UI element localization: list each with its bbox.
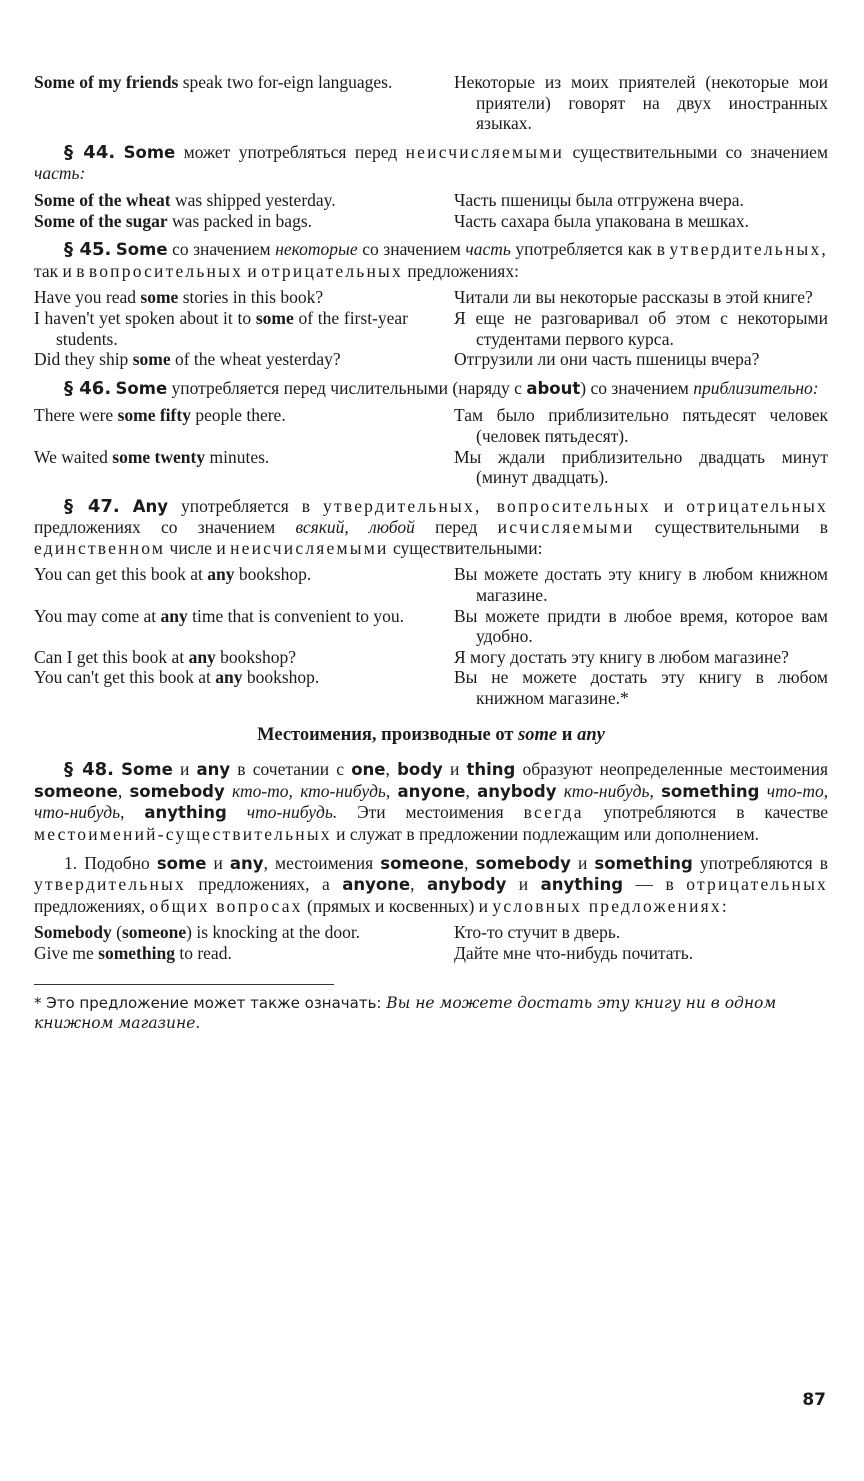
- spaced-text: отрицательных: [686, 874, 829, 895]
- bold-phrase: Some of the sugar: [34, 210, 168, 231]
- text: ,: [465, 780, 478, 801]
- example-russian: Я могу достать эту книгу в любом магазине?: [454, 646, 789, 667]
- text: [556, 781, 563, 801]
- point-1: [34, 853, 828, 917]
- text: ,: [117, 780, 130, 801]
- english-text: was packed in bags.: [167, 210, 313, 231]
- text: и: [570, 852, 595, 873]
- footnote: [34, 993, 828, 1033]
- section-heading: [34, 725, 828, 746]
- text: Подобно: [77, 852, 157, 873]
- example-english: [34, 667, 408, 708]
- bold-phrase: Some of the wheat: [34, 189, 171, 210]
- english-text: Did they ship: [34, 349, 133, 370]
- italic-text: часть:: [34, 163, 86, 184]
- example-russian: Отгрузили ли они часть пшеницы вчера?: [454, 349, 760, 370]
- text: употребляются в качестве: [583, 802, 829, 823]
- keyword: one: [351, 760, 386, 780]
- keyword: somebody: [475, 853, 571, 873]
- english-text: bookshop?: [215, 646, 296, 667]
- text: может употребляться перед: [175, 141, 406, 162]
- example-russian: Там было приблизительно пятьдесят человек (человек пятьдесят).: [454, 405, 828, 446]
- text: и: [206, 852, 230, 873]
- example-row: [34, 405, 828, 446]
- spaced-text: утвердительных, вопросительных: [323, 495, 651, 516]
- spaced-text: условных предложениях:: [492, 895, 729, 916]
- text: со значением: [167, 239, 276, 260]
- example-russian: Вы можете придти в любое время, которое вам удобно.: [454, 605, 828, 647]
- bold-phrase: someone: [122, 922, 187, 943]
- keyword: someone: [380, 853, 465, 873]
- footnote-italic: Вы не можете достать эту книгу ни в одном книжном магазине.: [34, 993, 777, 1032]
- keyword: about: [526, 378, 581, 398]
- english-text: You can get this book at: [34, 564, 208, 585]
- section-number: § 45.: [64, 239, 112, 261]
- heading-text: и: [557, 724, 578, 745]
- italic-text: кто-нибудь: [563, 780, 650, 801]
- spaced-text: неисчисляемыми: [230, 537, 389, 558]
- spaced-text: утвердительных,: [669, 239, 829, 260]
- spaced-text: единственном: [34, 537, 166, 558]
- example-english: [34, 211, 408, 232]
- section-44: [34, 142, 828, 184]
- text: употребляется как в: [510, 239, 670, 260]
- text: ,: [385, 780, 398, 801]
- english-text: minutes.: [205, 446, 270, 467]
- section-number: § 48.: [64, 759, 114, 781]
- example-row: [34, 922, 828, 943]
- footnote-text: * Это предложение может также означать:: [34, 993, 387, 1012]
- english-text: I haven't yet spoken about it to: [34, 307, 256, 328]
- keyword: anybody: [477, 781, 557, 801]
- bold-phrase: something: [98, 942, 175, 963]
- english-text: bookshop.: [242, 667, 320, 688]
- example-russian: Часть пшеницы была отгружена вчера.: [454, 189, 744, 210]
- example-russian: Вы не можете достать эту книгу в любом книжном магазине.*: [454, 667, 828, 709]
- english-text: Give me: [34, 942, 99, 963]
- example-english: [34, 606, 408, 647]
- bold-phrase: any: [215, 667, 243, 688]
- text: существительными со значением: [564, 141, 829, 162]
- text: со значением: [357, 239, 466, 260]
- italic-text: кто-то, кто-нибудь: [232, 780, 386, 801]
- text: [225, 781, 232, 801]
- keyword: body: [397, 760, 443, 780]
- example-row: [34, 606, 828, 647]
- bold-phrase: some fifty: [117, 405, 191, 426]
- english-text: There were: [34, 405, 118, 426]
- bold-phrase: Somebody: [34, 922, 112, 943]
- english-text: speak two for-eign languages.: [178, 72, 393, 92]
- section-47: [34, 496, 828, 559]
- english-text: Can I get this book at: [34, 646, 189, 667]
- text: употребляется в: [168, 495, 324, 516]
- example-row: [34, 211, 828, 232]
- text: и: [442, 759, 467, 780]
- section-46: [34, 378, 828, 400]
- bold-phrase: any: [188, 646, 216, 667]
- english-text: was shipped yesterday.: [170, 189, 336, 210]
- example-english: [34, 190, 408, 211]
- bold-phrase: some: [255, 307, 294, 328]
- keyword: thing: [466, 760, 516, 780]
- italic-text: некоторые: [275, 239, 358, 260]
- keyword: something: [594, 853, 693, 873]
- spaced-text: утвердительных: [34, 874, 186, 895]
- footnote-divider: [34, 984, 334, 985]
- spaced-text: отрицательных: [686, 495, 828, 516]
- text: существительными в: [634, 517, 829, 538]
- text: [227, 802, 247, 822]
- section-48: [34, 759, 828, 844]
- text: и служат в предложении подлежащим или дополнением.: [331, 824, 760, 844]
- keyword: Some: [115, 240, 168, 260]
- spaced-text: местоимений-существительных: [34, 824, 332, 844]
- keyword: Some: [121, 760, 173, 780]
- heading-text: Местоимения, производные от: [257, 724, 519, 745]
- example-row: [34, 943, 828, 964]
- english-text: time that is convenient to you.: [187, 605, 405, 626]
- example-english: [34, 564, 408, 605]
- keyword: anybody: [426, 875, 507, 895]
- example-english: [34, 72, 408, 134]
- italic-text: часть: [465, 239, 511, 260]
- section-number: § 46.: [64, 377, 112, 399]
- example-russian: Вы можете достать эту книгу в любом книжном магазине.: [454, 564, 828, 606]
- keyword: anything: [144, 803, 227, 823]
- example-english: [34, 405, 408, 446]
- text: образуют неопределенные местоимения: [515, 759, 829, 780]
- english-text: to read.: [174, 942, 232, 963]
- keyword: somebody: [129, 781, 225, 801]
- keyword: something: [661, 781, 760, 801]
- example-row: [34, 308, 828, 349]
- italic-text: приблизительно:: [693, 377, 819, 398]
- heading-italic: some: [518, 724, 558, 745]
- keyword: any: [196, 760, 231, 780]
- text: ,: [385, 759, 398, 780]
- example-russian: Дайте мне что-нибудь почитать.: [454, 942, 694, 963]
- page-body: [34, 72, 828, 1033]
- example-english: [34, 647, 408, 668]
- text: (прямых и косвенных) и: [302, 895, 493, 916]
- english-text: You can't get this book at: [34, 667, 216, 688]
- example-russian: Некоторые из моих приятелей (некоторые мои приятели) говорят на двух иностранных языках.: [454, 72, 828, 134]
- italic-text: что-то, что-нибудь: [34, 780, 829, 823]
- bold-phrase: some: [132, 349, 171, 370]
- heading-italic: any: [577, 724, 605, 745]
- example-row: [34, 287, 828, 308]
- spaced-text: всегда: [523, 802, 584, 823]
- keyword: anything: [540, 875, 624, 895]
- text: существительными:: [388, 537, 543, 558]
- text: предложениях, а: [185, 874, 343, 895]
- keyword: any: [229, 853, 264, 873]
- example-russian: Я еще не разговаривал об этом с некоторыми студентами первого курса.: [454, 307, 828, 349]
- text: предложениях,: [34, 895, 150, 916]
- text: ) со значением: [580, 377, 694, 398]
- example-russian: Часть сахара была упакована в мешках.: [454, 210, 750, 231]
- english-text: Have you read: [34, 287, 141, 308]
- text: ,: [464, 852, 476, 873]
- example-row: [34, 72, 828, 134]
- text: Эти местоимения: [337, 802, 524, 823]
- italic-text: что-нибудь.: [246, 802, 338, 823]
- text: и: [243, 260, 262, 281]
- english-text: (: [111, 922, 122, 943]
- text: числе и: [165, 537, 231, 558]
- english-text: You may come at: [34, 605, 161, 626]
- example-english: [34, 308, 408, 349]
- text: и: [650, 495, 687, 516]
- example-english: [34, 922, 408, 943]
- keyword: Some: [123, 142, 176, 162]
- text: предложениях со значением: [34, 517, 296, 538]
- keyword: Some: [115, 378, 168, 398]
- bold-phrase: any: [207, 564, 235, 585]
- text: так и в: [34, 260, 89, 281]
- text: [759, 781, 766, 801]
- english-text: stories in this book?: [178, 287, 324, 308]
- keyword: anyone: [397, 781, 466, 801]
- text: и: [506, 874, 541, 895]
- example-row: [34, 447, 828, 488]
- section-number: § 44.: [64, 141, 116, 163]
- bold-phrase: Some of my friends: [34, 72, 179, 92]
- section-45: [34, 239, 828, 281]
- english-text: bookshop.: [234, 564, 312, 585]
- example-russian: Кто-то стучит в дверь.: [454, 922, 621, 943]
- text: , местоимения: [263, 852, 381, 873]
- text: ,: [120, 802, 145, 823]
- text: ,: [649, 780, 662, 801]
- italic-text: всякий, любой: [295, 517, 415, 538]
- keyword: anyone: [342, 875, 411, 895]
- example-row: [34, 190, 828, 211]
- example-english: [34, 349, 408, 370]
- english-text: people there.: [190, 405, 286, 426]
- example-english: [34, 287, 408, 308]
- text: перед: [414, 517, 498, 538]
- example-row: [34, 647, 828, 668]
- keyword: someone: [34, 781, 118, 801]
- text: употребляются в: [692, 852, 828, 873]
- keyword: Any: [132, 496, 169, 516]
- text: употребляется перед числительными (наряду с: [167, 377, 527, 398]
- example-russian: Читали ли вы некоторые рассказы в этой книге?: [454, 287, 813, 308]
- english-text: of the first-year students.: [56, 307, 408, 349]
- english-text: ) is knocking at the door.: [186, 922, 361, 943]
- text: — в: [623, 874, 687, 895]
- english-text: of the wheat yesterday?: [170, 349, 341, 370]
- example-english: [34, 447, 408, 488]
- example-row: [34, 564, 828, 605]
- english-text: We waited: [34, 446, 113, 467]
- example-row: [34, 349, 828, 370]
- spaced-text: исчисляемыми: [497, 517, 635, 538]
- text: и: [172, 759, 197, 780]
- page-number: 87: [802, 1390, 826, 1410]
- example-row: [34, 667, 828, 708]
- keyword: some: [156, 853, 207, 873]
- section-number: § 47.: [64, 495, 120, 517]
- spaced-text: отрицательных: [261, 260, 403, 281]
- spaced-text: общих вопросах: [149, 895, 303, 916]
- bold-phrase: any: [160, 605, 188, 626]
- example-english: [34, 943, 408, 964]
- text: в сочетании с: [230, 759, 352, 780]
- example-russian: Мы ждали приблизительно двадцать минут (минут двадцать).: [454, 446, 828, 488]
- bold-phrase: some twenty: [112, 446, 206, 467]
- point-number: 1.: [64, 852, 78, 873]
- spaced-text: неисчисляемыми: [405, 141, 565, 162]
- text: ,: [410, 874, 427, 895]
- spaced-text: вопросительных: [88, 260, 244, 281]
- text: предложениях:: [402, 260, 519, 281]
- bold-phrase: some: [140, 287, 179, 308]
